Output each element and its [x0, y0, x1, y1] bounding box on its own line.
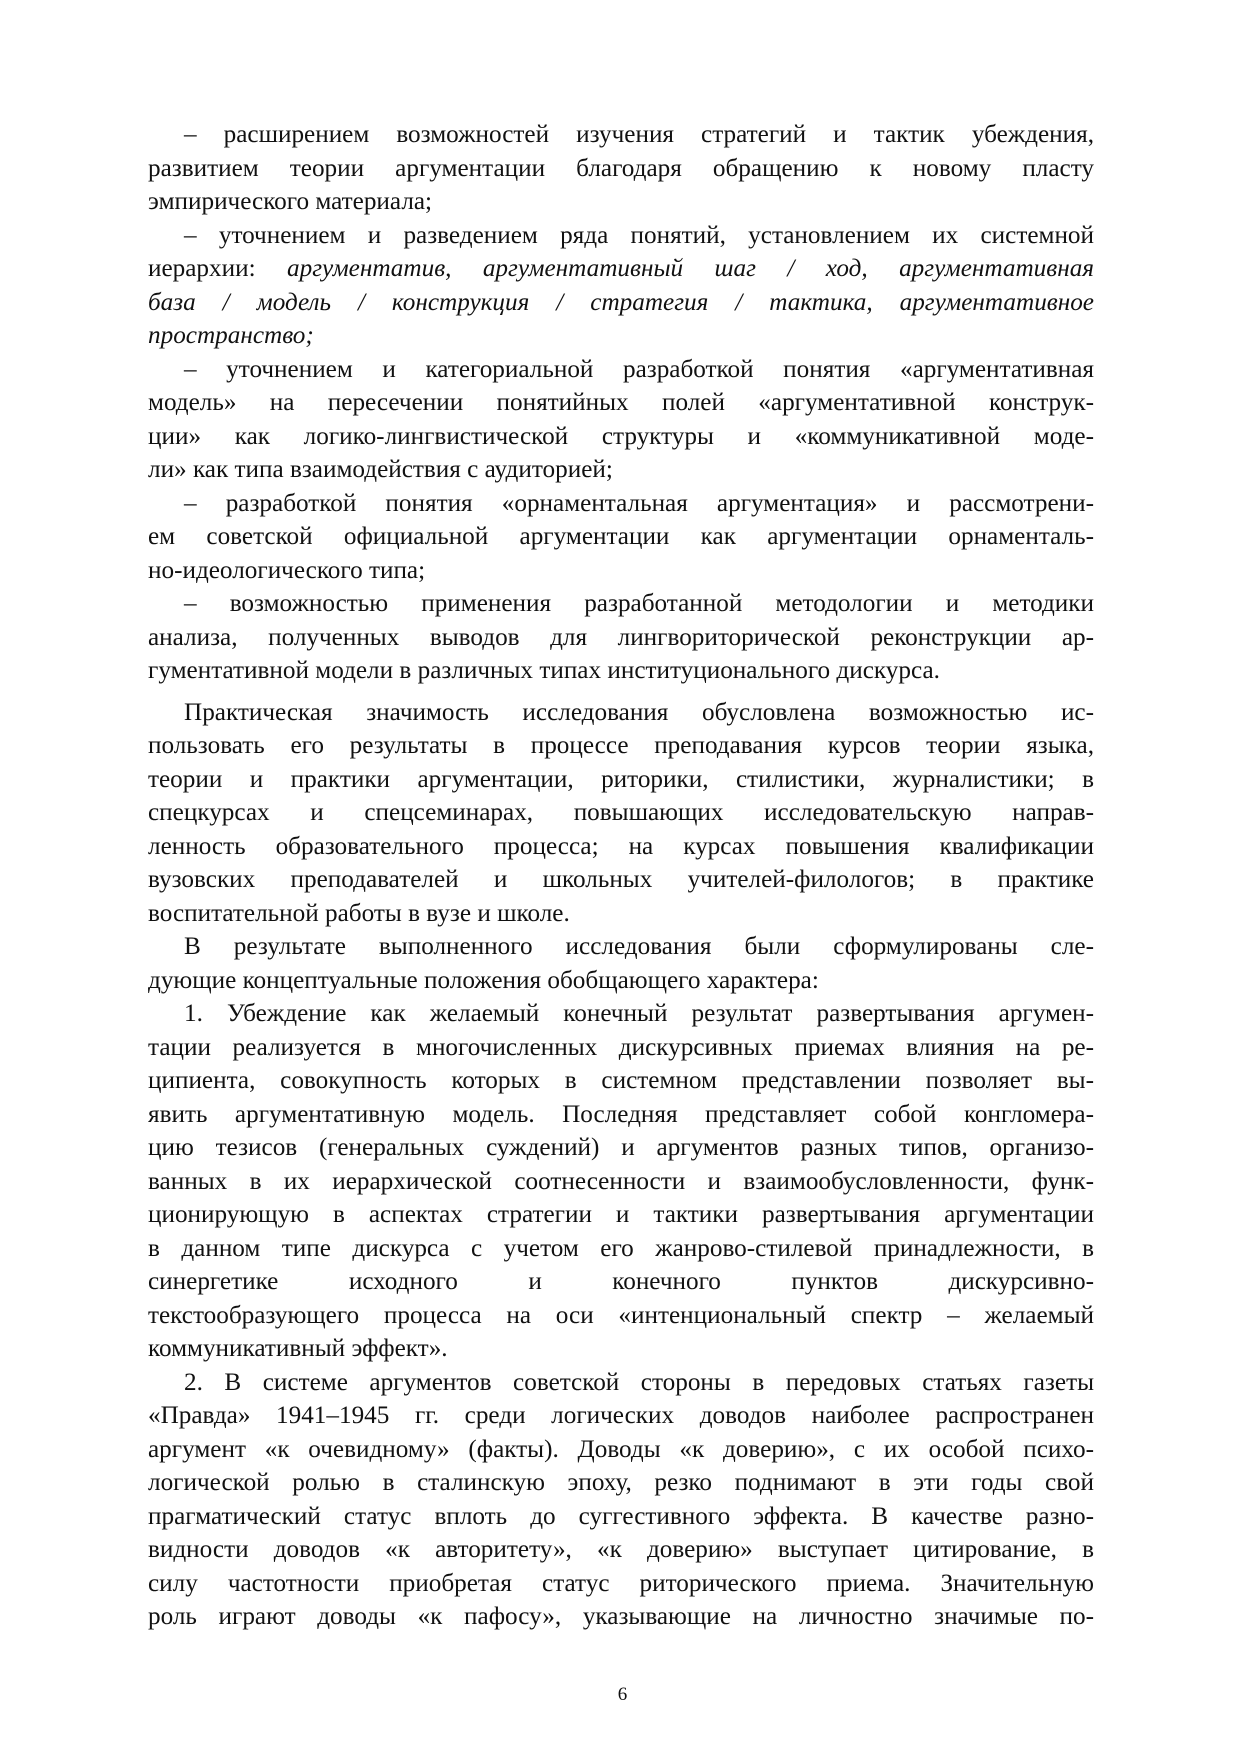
text-line: но-идеологического типа;: [148, 556, 426, 584]
text-line: коммуникативный эффект».: [148, 1335, 448, 1362]
text-line: – разработкой понятия «орнаментальная аргументация» и рассмотрени-: [184, 489, 1094, 517]
paragraph: [148, 997, 1094, 1366]
text-line: ции» как логико-лингвистической структуры и «коммуникативной моде-: [148, 422, 1094, 450]
text-line: воспитательной работы в вузе и школе.: [148, 899, 570, 927]
text-line: Практическая значимость исследования обусловлена возможностью ис-: [184, 698, 1094, 726]
text-line: ванных в их иерархической соотнесенности и взаимообусловленности, функ-: [148, 1167, 1094, 1195]
text-line: в данном типе дискурса с учетом его жанрово-стилевой принадлежности, в: [148, 1234, 1094, 1262]
paragraph: [148, 219, 1094, 353]
text-line: явить аргументативную модель. Последняя представляет собой конгломера-: [148, 1100, 1094, 1128]
text-line: ем советской официальной аргументации как аргументации орнаменталь-: [148, 523, 1094, 550]
text-line: текстообразующего процесса на оси «интенциональный спектр – желаемый: [148, 1301, 1094, 1329]
text-line: 1. Убеждение как желаемый конечный результат развертывания аргумен-: [184, 1000, 1094, 1027]
text-line: эмпирического материала;: [148, 188, 433, 215]
text-line: – уточнением и разведением ряда понятий, установлением их системной: [184, 221, 1094, 249]
text-line: аргумент «к очевидному» (факты). Доводы «к доверию», с их особой психо-: [148, 1435, 1094, 1463]
text-line: синергетике исходного и конечного пунктов дискурсивно-: [148, 1268, 1094, 1295]
text-line: вузовских преподавателей и школьных учителей-филологов; в практике: [148, 866, 1094, 893]
text-line: ционирующую в аспектах стратегии и тактики развертывания аргументации: [148, 1201, 1094, 1228]
text-line: В результате выполненного исследования были сформулированы сле-: [184, 933, 1094, 960]
page-number: 6: [617, 1684, 628, 1705]
text-line: тации реализуется в многочисленных дискурсивных приемах влияния на ре-: [148, 1033, 1094, 1061]
paragraph: [148, 696, 1094, 931]
text-line: цию тезисов (генеральных суждений) и аргументов разных типов, организо-: [148, 1134, 1094, 1161]
text-line: модель» на пересечении понятийных полей «аргументативной конструк-: [148, 389, 1094, 416]
text-line: ленность образовательного процесса; на курсах повышения квалификации: [148, 832, 1094, 860]
paragraph: [148, 587, 1094, 688]
text-line: пользовать его результаты в процессе преподавания курсов теории языка,: [148, 732, 1094, 759]
text-line: силу частотности приобретая статус риторического приема. Значительную: [148, 1569, 1094, 1597]
text-line: ли» как типа взаимодействия с аудиторией;: [148, 456, 613, 483]
paragraph: [148, 487, 1094, 588]
paragraph: [148, 118, 1094, 219]
text-line: пространство;: [148, 322, 314, 349]
text-line: [148, 252, 1094, 286]
text-line: теории и практики аргументации, риторики, стилистики, журналистики; в: [148, 765, 1094, 793]
text-line: – возможностью применения разработанной методологии и методики: [184, 590, 1094, 617]
text-fragment: иерархии:: [148, 255, 256, 282]
paragraph: [148, 930, 1094, 997]
document-body: [148, 118, 1094, 1634]
text-line: логической ролью в сталинскую эпоху, резко поднимают в эти годы свой: [148, 1469, 1094, 1496]
text-line: база / модель / конструкция / стратегия / тактика, аргументативное: [148, 288, 1094, 316]
text-line: гументативной модели в различных типах институционального дискурса.: [148, 657, 940, 684]
paragraph: [148, 1366, 1094, 1634]
text-line: анализа, полученных выводов для лингвориторической реконструкции ар-: [148, 623, 1094, 651]
text-line: 2. В системе аргументов советской стороны в передовых статьях газеты: [184, 1368, 1094, 1396]
text-line: дующие концептуальные положения обобщающего характера:: [148, 966, 819, 994]
text-line: роль играют доводы «к пафосу», указывающие на личностно значимые по-: [148, 1603, 1094, 1630]
text-line: «Правда» 1941–1945 гг. среди логических доводов наиболее распространен: [148, 1402, 1094, 1429]
text-line: видности доводов «к авторитету», «к доверию» выступает цитирование, в: [148, 1536, 1094, 1563]
text-line: развитием теории аргументации благодаря обращению к новому пласту: [148, 154, 1094, 182]
text-line: прагматический статус вплоть до суггестивного эффекта. В качестве разно-: [148, 1502, 1094, 1530]
text-line: – расширением возможностей изучения стратегий и тактик убеждения,: [184, 121, 1094, 148]
italic-term-list: аргументатив, аргументативный шаг / ход, аргументативная: [287, 255, 1094, 282]
text-line: спецкурсах и спецсеминарах, повышающих исследовательскую направ-: [148, 799, 1094, 826]
paragraph: [148, 353, 1094, 487]
text-line: ципиента, совокупность которых в системном представлении позволяет вы-: [148, 1067, 1094, 1094]
text-line: – уточнением и категориальной разработкой понятия «аргументативная: [184, 355, 1094, 383]
